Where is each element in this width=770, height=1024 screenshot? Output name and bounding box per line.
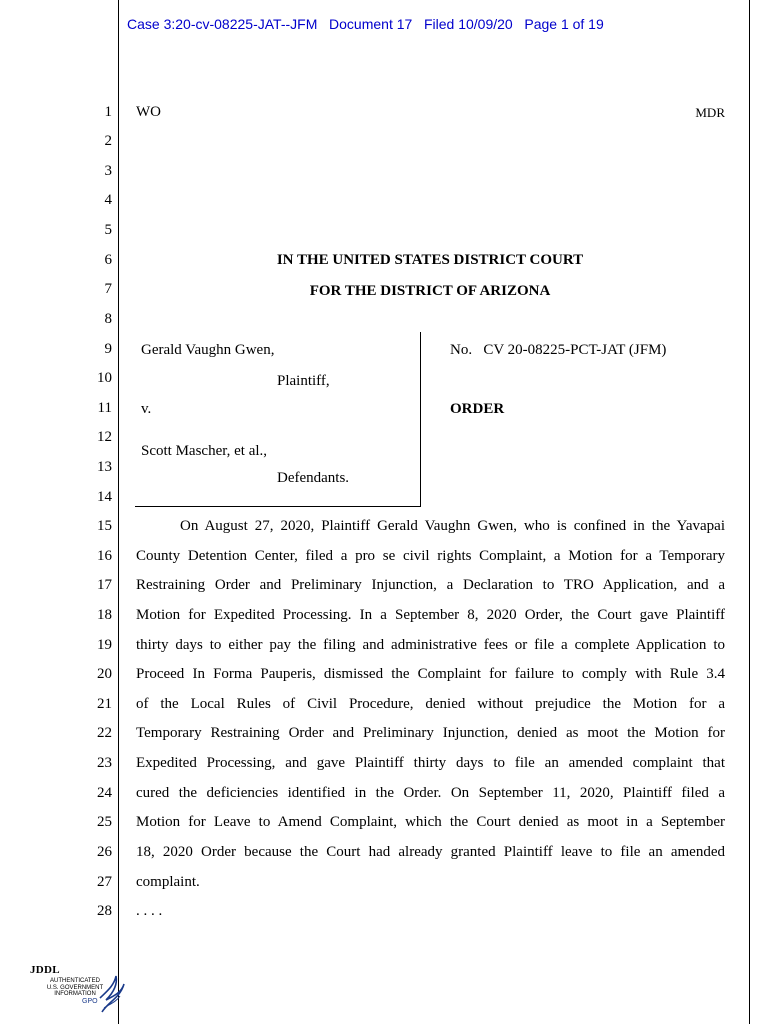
body-line: Proceed In Forma Pauperis, dismissed the Complaint for failure to comply with Rule 3.4 bbox=[136, 666, 725, 682]
line-number: 23 bbox=[97, 755, 112, 771]
defendant-role: Defendants. bbox=[277, 470, 350, 486]
jddl-mark: JDDL bbox=[30, 964, 60, 976]
body-line: Temporary Restraining Order and Preliminary Injunction, denied as moot the Motion for bbox=[136, 725, 725, 741]
ellipsis-line: . . . . bbox=[136, 903, 163, 919]
caption-divider-vertical bbox=[420, 332, 421, 507]
line-number: 21 bbox=[97, 696, 112, 712]
left-margin-rule bbox=[118, 0, 119, 1024]
defendant-name: Scott Mascher, et al., bbox=[141, 443, 268, 459]
line-number: 11 bbox=[97, 400, 112, 416]
line-number: 2 bbox=[104, 133, 112, 149]
right-margin-rule bbox=[749, 0, 750, 1024]
body-line: 18, 2020 Order because the Court had already granted Plaintiff leave to file an amended bbox=[136, 844, 725, 860]
plaintiff-name: Gerald Vaughn Gwen, bbox=[141, 342, 275, 358]
line-number: 19 bbox=[97, 637, 112, 653]
body-line: On August 27, 2020, Plaintiff Gerald Vaughn Gwen, who is confined in the Yavapai bbox=[180, 518, 725, 534]
body-line: thirty days to either pay the filing and administrative fees or file a complete Application to bbox=[136, 637, 725, 653]
body-line: Motion for Expedited Processing. In a September 8, 2020 Order, the Court gave Plaintiff bbox=[136, 607, 725, 623]
line-number: 17 bbox=[97, 577, 112, 593]
body-line: Restraining Order and Preliminary Injunction, a Declaration to TRO Application, and a bbox=[136, 577, 725, 593]
line-number: 24 bbox=[97, 785, 112, 801]
versus: v. bbox=[141, 401, 152, 417]
line-number: 12 bbox=[97, 429, 112, 445]
line-number: 5 bbox=[104, 222, 112, 238]
case-header-stamp: Case 3:20-cv-08225-JAT--JFM Document 17 Filed 10/09/20 Page 1 of 19 bbox=[127, 16, 604, 32]
body-line: Expedited Processing, and gave Plaintiff thirty days to file an amended complaint that bbox=[136, 755, 725, 771]
body-line: of the Local Rules of Civil Procedure, denied without prejudice the Motion for a bbox=[136, 696, 725, 712]
court-title-line1: IN THE UNITED STATES DISTRICT COURT bbox=[276, 252, 584, 268]
gpo-text: GPO bbox=[82, 998, 98, 1005]
line-number: 20 bbox=[97, 666, 112, 682]
line-number: 22 bbox=[97, 725, 112, 741]
line-number: 26 bbox=[97, 844, 112, 860]
line-number: 1 bbox=[104, 104, 112, 120]
document-title: ORDER bbox=[450, 401, 505, 417]
gpo-authentication-logo bbox=[28, 962, 133, 1017]
line-number: 28 bbox=[97, 903, 112, 919]
line-number: 13 bbox=[97, 459, 112, 475]
authenticated-text: AUTHENTICATED U.S. GOVERNMENT INFORMATION bbox=[46, 978, 104, 997]
line-number: 25 bbox=[97, 814, 112, 830]
line-number: 6 bbox=[104, 252, 112, 268]
plaintiff-role: Plaintiff, bbox=[277, 373, 330, 389]
body-line: Motion for Leave to Amend Complaint, which the Court denied as moot in a September bbox=[136, 814, 725, 830]
top-left-code: WO bbox=[136, 104, 161, 120]
top-right-code: MDR bbox=[695, 105, 725, 120]
line-number: 10 bbox=[97, 370, 112, 386]
line-number: 3 bbox=[104, 163, 112, 179]
caption-divider-horizontal bbox=[135, 506, 421, 507]
line-number: 14 bbox=[97, 489, 112, 505]
line-number: 4 bbox=[104, 192, 112, 208]
line-number: 16 bbox=[97, 548, 112, 564]
line-number: 8 bbox=[104, 311, 112, 327]
line-number: 18 bbox=[97, 607, 112, 623]
body-line: cured the deficiencies identified in the Order. On September 11, 2020, Plaintiff filed a bbox=[136, 785, 725, 801]
body-line: complaint. bbox=[136, 874, 200, 890]
eagle-icon bbox=[94, 972, 128, 1016]
line-number: 9 bbox=[104, 341, 112, 357]
line-number: 7 bbox=[104, 281, 112, 297]
line-number: 15 bbox=[97, 518, 112, 534]
case-number: No. CV 20-08225-PCT-JAT (JFM) bbox=[450, 342, 667, 358]
line-number: 27 bbox=[97, 874, 112, 890]
court-title-line2: FOR THE DISTRICT OF ARIZONA bbox=[309, 283, 551, 299]
body-line: County Detention Center, filed a pro se civil rights Complaint, a Motion for a Temporary bbox=[136, 548, 725, 564]
